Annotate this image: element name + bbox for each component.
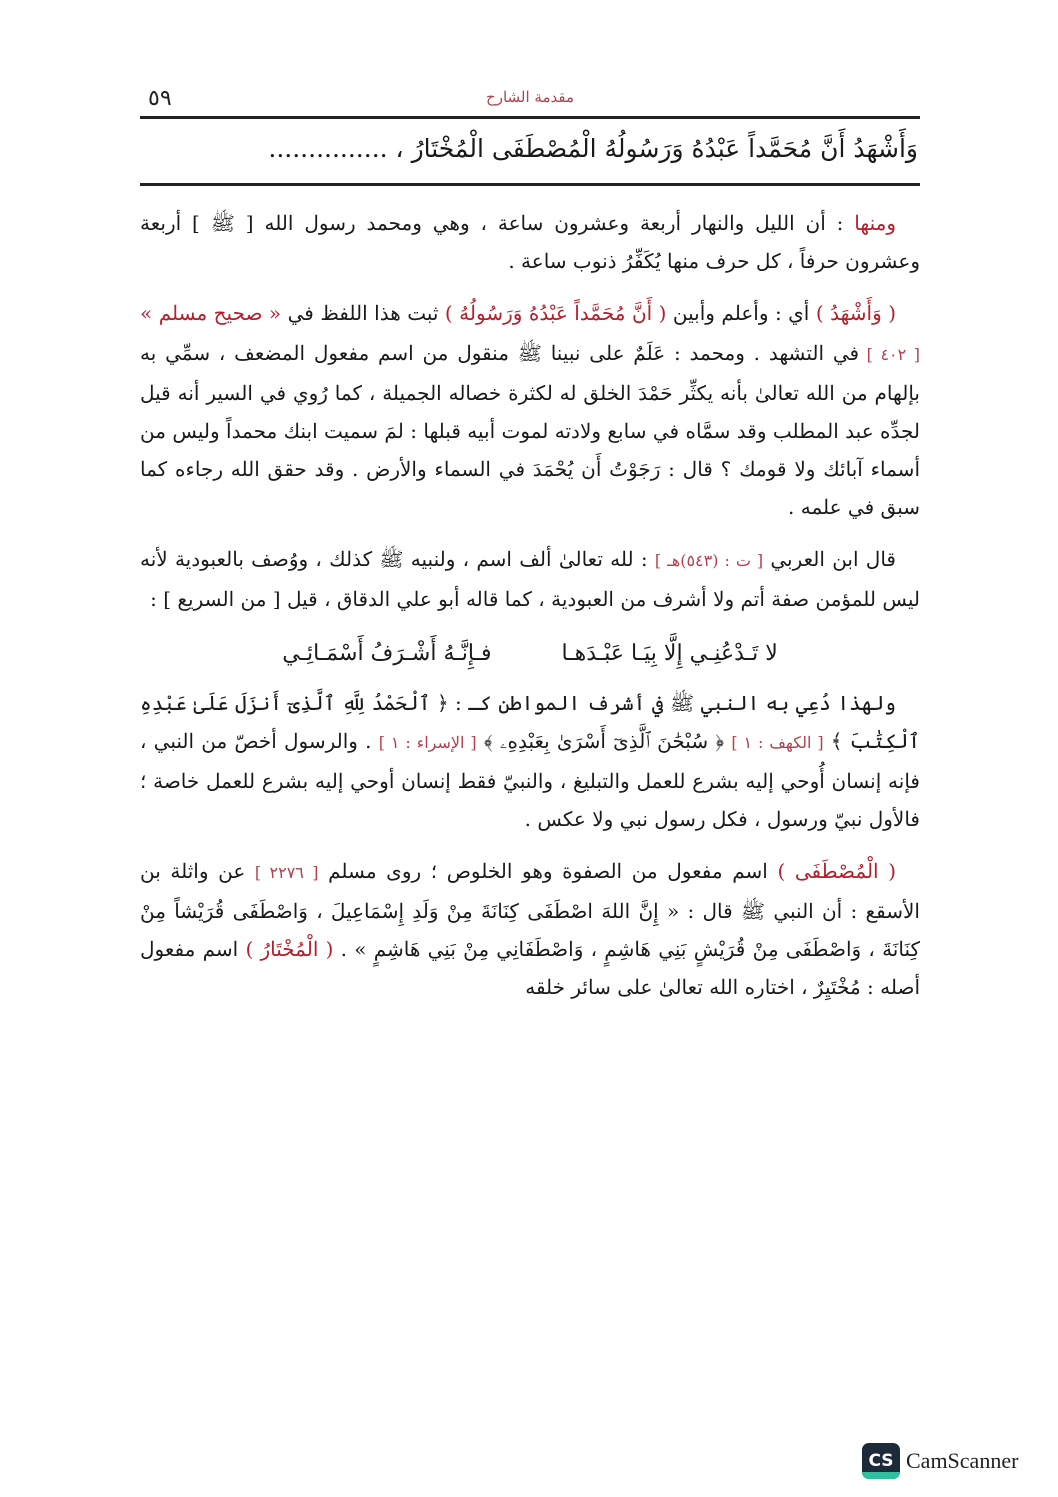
camscanner-text: CamScanner bbox=[906, 1448, 1019, 1473]
paragraph-text: أي : وأعلم وأبين bbox=[666, 301, 816, 325]
page-header bbox=[140, 80, 920, 116]
paragraph-text: : لله تعالىٰ ألف اسم ، ولنبيه ﷺ كذلك ، ووُصف بالعبودية لأنه ليس للمؤمن صفة أتم ولا أشرف من العبودية ، كما قاله أبو علي الدقاق ، قيل [ من السريع ] : bbox=[140, 547, 920, 611]
lead-term: ( الْمُخْتَارُ ) bbox=[245, 937, 334, 961]
lead-term: ( وَأَشْهَدُ ) bbox=[815, 301, 897, 325]
hadith-ref: [ ٢٢٧٦ ] bbox=[254, 863, 319, 882]
matn-quote: ( أَنَّ مُحَمَّداً عَبْدُهُ وَرَسُولُهُ ) bbox=[444, 301, 667, 325]
verse-first-hemistich: لا تَـدْعُنِـي إِلَّا بِيَـا عَبْـدَهـا bbox=[561, 641, 778, 666]
page-number: ٥٩ bbox=[148, 86, 172, 111]
running-title: مقدمة الشارح bbox=[486, 88, 574, 106]
paragraph-text: ثبت هذا اللفظ في bbox=[281, 301, 445, 325]
verse-second-hemistich: فـإِنَّـهُ أَشْـرَفُ أَسْمَـائِـي bbox=[282, 641, 492, 666]
paragraph-text: قال ابن العربي bbox=[763, 547, 896, 571]
paragraph-text: في التشهد . ومحمد : عَلَمٌ على نبينا ﷺ منقول من اسم مفعول المضعف ، سمِّي به بإلهام من الله تعالىٰ بأنه يكثِّر حَمْدَ الخلق له لكثرة خصاله الجميلة ، كما رُوي في السير أنه قيل لجدِّه عبد المطلب وقد سمَّاه في سابع ولادته لموت أبيه قبلها : لمَ سميت ابنك محمداً وليس من أسماء آبائك ولا قومك ؟ قال : رَجَوْتُ أَن يُحْمَدَ في السماء والأرض . وقد حقق الله رجاءه كما سبق في علمه . bbox=[140, 341, 920, 519]
paragraph-5 bbox=[140, 852, 920, 1006]
quran-ref: [ الإسراء : ١ ] bbox=[378, 733, 477, 752]
paragraph-2 bbox=[140, 294, 920, 526]
matn-text: وَأَشْهَدُ أَنَّ مُحَمَّداً عَبْدُهُ وَرَسُولُهُ الْمُصْطَفَى الْمُخْتَارُ ، bbox=[395, 134, 918, 163]
bottom-rule bbox=[140, 183, 920, 186]
paragraph-text: : أن الليل والنهار أربعة وعشرون ساعة ، وهي ومحمد رسول الله [ ﷺ ] أربعة وعشرون حرفاً ، كل حرف منها يُكَفِّرُ ذنوب ساعة . bbox=[140, 211, 920, 273]
paragraph-text: ﴿ سُبْحَٰنَ ٱلَّذِىٓ أَسْرَىٰ بِعَبْدِهِۦ ﴾ bbox=[476, 729, 732, 753]
book-page bbox=[140, 80, 920, 1020]
hadith-ref: [ ٤٠٢ ] bbox=[859, 345, 921, 364]
paragraph-text: ولهذا دُعِي به النبي ﷺ في أشرف المواطن كـ : ﴿ ٱلْحَمْدُ لِلَّهِ ٱلَّذِىٓ أَنزَلَ عَلَىٰ عَبْدِهِ ٱلْكِتَٰبَ ﴾ bbox=[140, 691, 921, 753]
paragraph-3 bbox=[140, 540, 920, 618]
death-date-ref: [ ت : (٥٤٣)هـ ] bbox=[654, 551, 764, 570]
paragraph-text: اسم مفعول أصله : مُخْتَيِرٌ ، اختاره الله تعالىٰ على سائر خلقه bbox=[140, 937, 920, 999]
quran-ref: [ الكهف : ١ ] bbox=[731, 733, 824, 752]
lead-term: ومنها bbox=[854, 211, 896, 235]
paragraph-text: عن واثلة بن الأسقع : أن النبي ﷺ قال : « إِنَّ اللهَ اصْطَفَى كِنَانَةَ مِنْ وَلَدِ إِسْمَاعِيلَ ، وَاصْطَفَى قُرَيْشاً مِنْ كِنَانَةَ ، وَاصْطَفَى مِنْ قُرَيْشٍ بَنِي هَاشِمٍ ، وَاصْطَفَانِي مِنْ بَنِي هَاشِمٍ » . bbox=[140, 859, 921, 961]
camscanner-logo-icon: CS bbox=[862, 1443, 900, 1479]
source-title: « صحيح مسلم » bbox=[140, 301, 282, 325]
camscanner-watermark bbox=[862, 1443, 1018, 1479]
matn-dots: ............... bbox=[268, 134, 388, 163]
paragraph-1 bbox=[140, 204, 920, 280]
lead-term: ( الْمُصْطَفَى ) bbox=[777, 859, 897, 883]
paragraph-text: اسم مفعول من الصفوة وهو الخلوص ؛ روى مسلم bbox=[318, 859, 778, 883]
poetry-verse bbox=[140, 632, 920, 676]
paragraph-text: . والرسول أخصّ من النبي ، فإنه إنسان أُوحي إليه بشرع للعمل والتبليغ ، والنبيّ فقط إنسان أوحي إليه بشرع للعمل خاصة ؛ فالأول نبيّ ورسول ، فكل رسول نبي ولا عكس . bbox=[140, 729, 920, 831]
paragraph-4 bbox=[140, 684, 920, 838]
matn-line bbox=[140, 119, 920, 183]
commentary bbox=[140, 204, 920, 1006]
